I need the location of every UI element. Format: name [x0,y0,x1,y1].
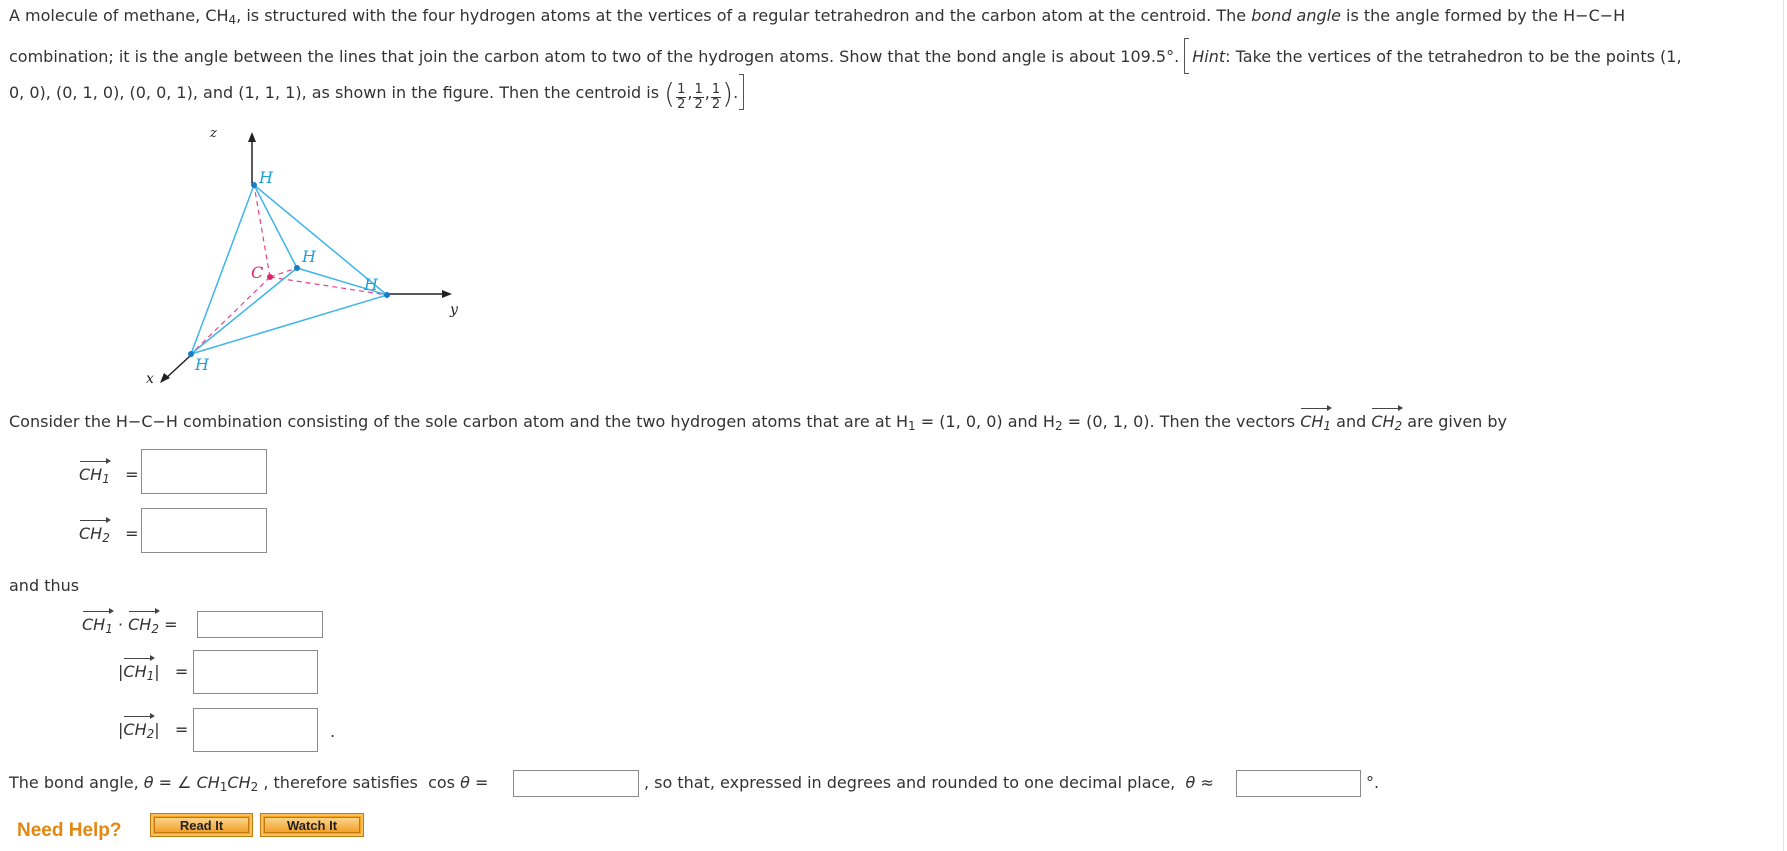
dot-product-label: $CH_1 \cdot CH_2$ = [82,615,178,636]
problem-line-3: 0, 0), (0, 1, 0), (0, 0, 1), and (1, 1, 1), as shown in the figure. Then the centroid is ( $\frac{1}{2}$ , $\frac{1}{2}$ , $\frac{1}{2}$ ). [9,74,1769,112]
vertex-right [384,292,390,298]
norm-ch2-answer-box[interactable] [193,708,318,752]
line3-text: 0, 0), (0, 1, 0), (0, 0, 1), and (1, 1, 1), as shown in the figure. Then the centroid is [9,83,660,102]
and-thus-text: and thus [9,576,80,595]
ch2-input[interactable] [142,509,266,552]
ch1-input[interactable] [142,450,266,493]
line2-text: combination; it is the angle between the lines that join the carbon atom to two of the hydrogen atoms. Show that the bond angle is about 109.5°. [9,47,1180,66]
theta-input[interactable] [1237,771,1360,796]
fraction-2: $\frac{1}{2}$ [694,82,703,112]
open-paren: ( [664,77,676,110]
tetrahedron-figure [100,120,458,387]
norm-ch1-input[interactable] [194,651,317,693]
hint-label: Hint [1192,47,1226,66]
h-label-front: H [195,355,209,374]
hint-close-bracket [739,74,744,110]
vertex-back [294,265,300,271]
need-help-label: Need Help? [17,820,122,841]
problem-line-1 [9,6,1769,26]
ch1-label: $CH_1$ = [79,465,139,486]
h-label-top: H [259,168,273,187]
intro-text-1: A molecule of methane, CH [9,6,229,25]
cos-theta-input[interactable] [514,771,638,796]
h-label-right: H [364,275,378,294]
dot-product-input[interactable] [198,612,322,637]
bond-angle-text-2: , so that, expressed in degrees and rounded to one decimal place, θ ≈ [644,773,1214,792]
intro-emphasis: bond angle [1251,6,1341,25]
dot-product-answer-box[interactable] [197,611,323,638]
vertex-front [188,351,194,357]
norm-ch2-label: $|CH_2|$ = [118,720,189,741]
close-paren: ) [722,77,734,110]
carbon-bonds [191,185,387,354]
norm-ch1-answer-box[interactable] [193,650,318,694]
ch2-label: $CH_2$ = [79,524,139,545]
theta-answer-box[interactable] [1236,770,1361,797]
y-axis-label: y [450,302,458,318]
x-axis-label: x [146,371,154,387]
h-label-back: H [302,247,316,266]
norm-ch1-label: $|CH_1|$ = [118,662,189,683]
read-it-button[interactable]: Read It [150,813,253,837]
bond-angle-text: The bond angle, θ = ∠ $CH_1CH_2$ , therefore satisfies cos θ = [9,773,489,794]
vector-ch2: $CH_2$ [1371,412,1403,433]
z-axis-label: z [210,126,217,141]
intro-subscript: 4 [228,13,237,27]
trailing-period: . [330,722,336,741]
c-label: C [251,263,264,282]
consider-line: Consider the H−C−H combination consisting of the sole carbon atom and the two hydrogen atoms that are at $H_1 = (1$, 0, 0) and $H_2 = (0$, 1, 0). Then the vectors $CH_1$ and $CH_2$ are given by [9,412,1508,433]
ch1-answer-box[interactable] [141,449,267,494]
hint-text: : Take the vertices of the tetrahedron to be the points (1, [1225,47,1682,66]
z-axis-arrow [248,132,256,142]
tetrahedron-edges [191,185,387,354]
x-axis-arrow [160,373,170,383]
degree-symbol: °. [1366,773,1380,792]
fraction-1: $\frac{1}{2}$ [677,82,686,112]
vertex-top [251,182,257,188]
intro-text-2: , is structured with the four hydrogen atoms at the vertices of a regular tetrahedron and the carbon atom at the centroid. The [236,6,1252,25]
watch-it-button[interactable]: Watch It [260,813,364,837]
hint-open-bracket [1184,38,1189,74]
fraction-3: $\frac{1}{2}$ [711,82,721,112]
y-axis-arrow [442,290,452,298]
intro-text-3: is the angle formed by the H−C−H [1340,6,1626,25]
problem-line-2 [9,38,1769,74]
carbon-point [267,274,273,280]
cos-theta-answer-box[interactable] [513,770,639,797]
ch2-answer-box[interactable] [141,508,267,553]
vector-ch1: $CH_1$ [1300,412,1332,433]
norm-ch2-input[interactable] [194,709,317,751]
right-border [1783,0,1784,851]
